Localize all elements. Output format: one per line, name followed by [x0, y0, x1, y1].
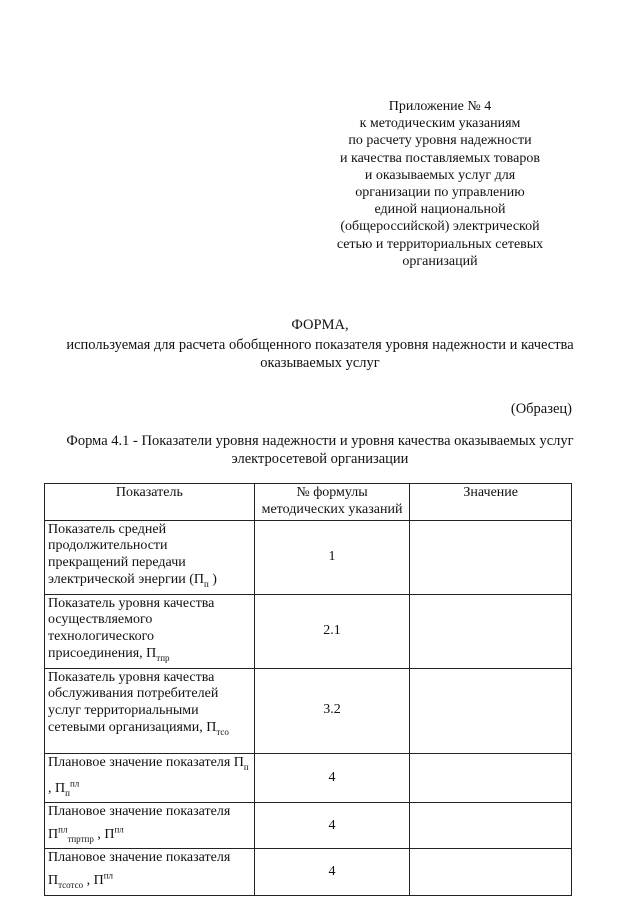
indicator-cell: [45, 668, 255, 753]
header-indicator: Показатель: [45, 484, 255, 521]
formula-cell: 4: [254, 849, 410, 895]
appendix-line: (общероссийской) электрической: [340, 219, 540, 235]
value-cell[interactable]: [410, 520, 572, 594]
table-row: [45, 849, 572, 895]
indicator-label: Показатель средней продолжительности прекращений передачи электрической энергии ($П_п$ ): [48, 521, 217, 589]
indicator-sub: п: [203, 578, 209, 589]
appendix-line: сетью и территориальных сетевых: [336, 236, 544, 252]
indicator-cell: [45, 594, 255, 668]
value-cell[interactable]: [410, 594, 572, 668]
appendix-line: и оказываемых услуг для: [364, 167, 516, 183]
indicator-sup: пл: [114, 824, 124, 835]
formula-cell: 1: [254, 520, 410, 594]
indicator-sub: тсо: [216, 726, 229, 737]
value-cell[interactable]: [410, 753, 572, 803]
appendix-line: организации по управлению: [355, 185, 525, 201]
indicator-cell: [45, 803, 255, 849]
value-cell[interactable]: [410, 803, 572, 849]
formula-cell: 3.2: [254, 668, 410, 753]
indicator-cell: [45, 849, 255, 895]
header-value: Значение: [410, 484, 572, 521]
indicator-sub: п: [243, 761, 249, 772]
indicator-sup: пл: [103, 870, 114, 881]
appendix-line: по расчету уровня надежности: [348, 133, 532, 149]
appendix-line: к методическим указаниям: [359, 116, 521, 132]
table-row: [45, 668, 572, 753]
formula-cell: 4: [254, 803, 410, 849]
table-row: [45, 803, 572, 849]
indicator-sup: пл: [69, 778, 80, 789]
indicator-label: Показатель уровня качества обслуживания потребителей услуг территориальными сетевыми организациями, $П_{тсо}$: [48, 669, 229, 737]
table-row: [45, 753, 572, 803]
indicator-label: Плановое значение показателя $П_п$ , $П_п^{пл}$: [48, 754, 249, 798]
indicator-cell: [45, 753, 255, 803]
table-caption: Форма 4.1 - Показатели уровня надежности и уровня качества оказываемых услуг электросетевой организации: [66, 433, 574, 467]
formula-cell: 4: [254, 753, 410, 803]
appendix-line: и качества поставляемых товаров: [340, 150, 540, 166]
formula-cell: 2.1: [254, 594, 410, 668]
table-row: [45, 520, 572, 594]
appendix-line: единой национальной: [374, 202, 506, 218]
indicator-sup: пл: [58, 824, 68, 835]
sample-label: (Образец): [510, 401, 572, 417]
indicator-label: Плановое значение показателя $П^{пл}_{тпртпр}$ , $П^{пл}$: [48, 804, 231, 844]
indicator-label: Показатель уровня качества осуществляемого технологического присоединения, $П_{тпр}$: [48, 595, 215, 663]
indicator-sub: тпртпр: [67, 833, 94, 844]
form-subtitle: используемая для расчета обобщенного показателя уровня надежности и качества оказываемых услуг: [66, 337, 574, 371]
indicator-sub: тсотсо: [58, 879, 84, 890]
appendix-line: Приложение № 4: [388, 99, 492, 114]
indicator-label: Плановое значение показателя $П_{тсотсо}$ , $П^{пл}$: [48, 850, 231, 890]
form-title: ФОРМА,: [291, 317, 349, 333]
indicators-table: [44, 483, 572, 896]
value-cell[interactable]: [410, 668, 572, 753]
indicator-cell: [45, 520, 255, 594]
indicator-sub: п: [65, 787, 70, 798]
table-row: [45, 594, 572, 668]
indicator-sub: тпр: [156, 652, 170, 663]
appendix-block: [335, 98, 545, 270]
value-cell[interactable]: [410, 849, 572, 895]
header-formula: № формулы методических указаний: [254, 484, 410, 521]
table-header-row: [45, 484, 572, 521]
appendix-line: организаций: [402, 253, 478, 269]
